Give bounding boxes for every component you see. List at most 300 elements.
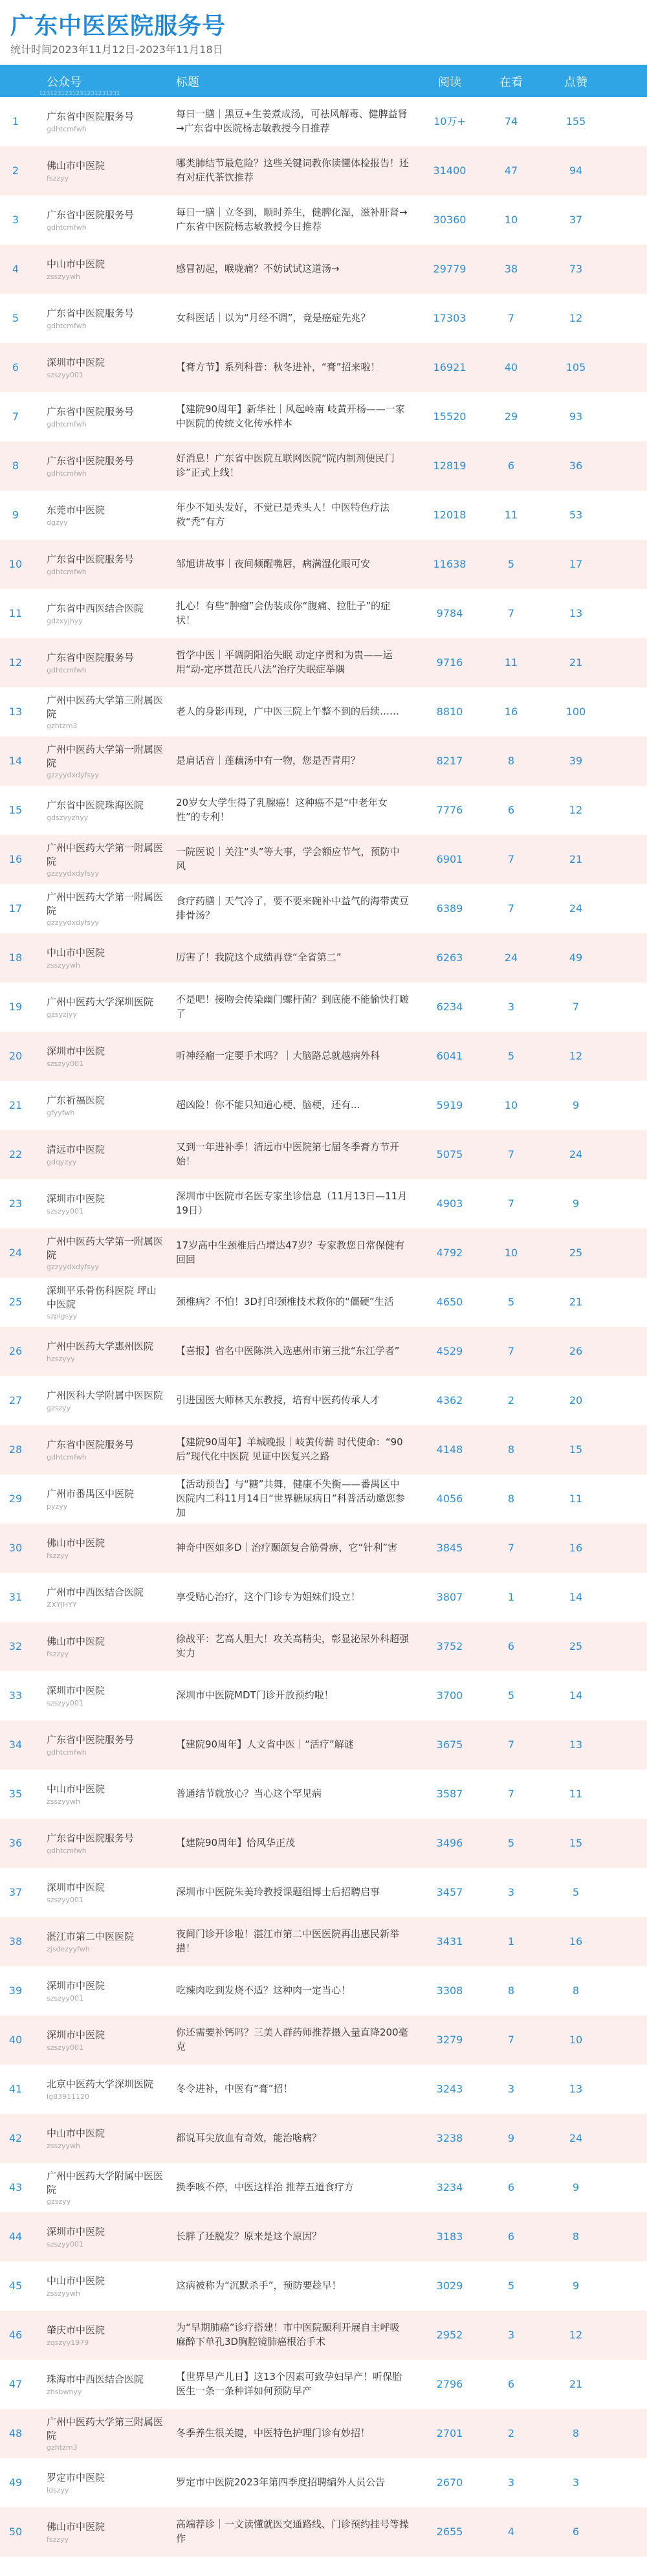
table-row[interactable]: [0, 1179, 647, 1228]
table-row[interactable]: [0, 491, 647, 540]
account-id: szszyy001: [47, 1206, 84, 1216]
article-title-link[interactable]: [176, 195, 409, 245]
article-title-link[interactable]: [176, 1130, 409, 1179]
row-account[interactable]: [47, 245, 163, 294]
row-account[interactable]: [47, 146, 163, 195]
article-title-link[interactable]: [176, 2409, 409, 2458]
like-count: 9: [572, 1099, 580, 1111]
article-title-link[interactable]: [176, 491, 409, 540]
article-title-link[interactable]: [176, 1622, 409, 1671]
row-rank: 46: [8, 2329, 23, 2341]
table-row[interactable]: [0, 1868, 647, 1917]
row-rank: 15: [8, 804, 23, 816]
account-id: zjsdezyyfwh: [47, 1944, 90, 1953]
account-name: 广州医科大学附属中医医院: [47, 1390, 164, 1402]
row-rank: 13: [8, 705, 23, 718]
watch-count: 6: [507, 2181, 515, 2193]
article-title: 【建院90周年】恰风华正茂: [176, 1837, 296, 1849]
account-name: 中山市中医院: [47, 1783, 105, 1795]
table-row[interactable]: [0, 1425, 647, 1474]
row-account[interactable]: [47, 1524, 163, 1573]
column-title: 标题: [176, 76, 199, 89]
article-title-link[interactable]: [176, 638, 409, 687]
article-title-link[interactable]: [176, 1228, 409, 1278]
article-title: 冬令进补，中医有“膏”招！: [176, 2083, 293, 2095]
table-row[interactable]: [0, 2015, 647, 2065]
article-title-link[interactable]: [176, 2507, 409, 2557]
watch-count: 5: [507, 558, 515, 570]
read-count: 3234: [436, 2181, 463, 2193]
table-row[interactable]: [0, 1376, 647, 1425]
row-account[interactable]: [47, 1179, 163, 1228]
article-title-link[interactable]: [176, 1573, 409, 1622]
like-count: 8: [572, 2427, 580, 2439]
article-title-link[interactable]: [176, 737, 409, 786]
row-rank: 43: [8, 2181, 23, 2193]
like-count: 9: [572, 1197, 580, 1210]
article-title: 一院医说｜关注“头”等大事，学会额应节气，预防中风: [176, 846, 400, 872]
row-account[interactable]: [47, 2458, 163, 2507]
account-id: gzzyydxdyfsyy: [47, 869, 100, 878]
article-title-link[interactable]: [176, 1376, 409, 1425]
row-account[interactable]: [47, 687, 163, 737]
article-title-link[interactable]: [176, 540, 409, 589]
read-count: 2655: [436, 2526, 463, 2538]
table-row[interactable]: [0, 1770, 647, 1819]
article-title-link[interactable]: [176, 1524, 409, 1573]
table-row[interactable]: [0, 2360, 647, 2409]
account-name: 深圳市中医院: [47, 1980, 105, 1992]
row-account[interactable]: [47, 933, 163, 983]
article-title-link[interactable]: [176, 2163, 409, 2212]
table-row[interactable]: [0, 1917, 647, 1966]
article-title-link[interactable]: [176, 687, 409, 737]
article-title-link[interactable]: [176, 1819, 409, 1868]
table-row[interactable]: [0, 2212, 647, 2261]
account-name: 深圳市中医院: [47, 1882, 105, 1894]
page-title: 广东中医医院服务号: [10, 13, 226, 39]
table-row[interactable]: [0, 343, 647, 392]
watch-count: 2: [507, 1394, 515, 1406]
watch-count: 38: [504, 263, 518, 275]
row-account[interactable]: [47, 2114, 163, 2163]
account-id: ldszyy: [47, 2485, 69, 2494]
account-name: 广东省中医院珠海医院: [47, 799, 144, 812]
account-id: zsszyywh: [47, 960, 80, 970]
read-count: 2701: [436, 2427, 463, 2439]
article-title: 冬季养生很关键，中医特色护理门诊有妙招！: [176, 2427, 371, 2439]
account-id: dgzyy: [47, 518, 68, 527]
account-id: fszzyy: [47, 1551, 69, 1560]
table-row[interactable]: [0, 1327, 647, 1376]
row-rank: 23: [8, 1197, 23, 1210]
article-title-link[interactable]: [176, 1671, 409, 1720]
row-account[interactable]: [47, 1917, 163, 1966]
like-count: 3: [572, 2476, 580, 2489]
article-title-link[interactable]: [176, 2360, 409, 2409]
row-account[interactable]: [47, 1130, 163, 1179]
watch-count: 10: [504, 1247, 518, 1259]
like-count: 12: [569, 804, 583, 816]
like-count: 24: [569, 1148, 583, 1160]
account-name: 佛山市中医院: [47, 2521, 105, 2533]
row-account[interactable]: [47, 2507, 163, 2557]
column-account: 公众号: [47, 76, 82, 89]
row-account[interactable]: [47, 1966, 163, 2015]
row-account[interactable]: [47, 343, 163, 392]
like-count: 24: [569, 902, 583, 915]
row-account[interactable]: [47, 1032, 163, 1081]
table-row[interactable]: [0, 933, 647, 983]
row-account[interactable]: [47, 1327, 163, 1376]
account-id: gzzyydxdyfsyy: [47, 770, 100, 779]
table-row[interactable]: [0, 2114, 647, 2163]
article-title-link[interactable]: [176, 589, 409, 638]
watch-count: 3: [507, 1001, 515, 1013]
account-id: szszyy001: [47, 1698, 84, 1707]
article-title-link[interactable]: [176, 245, 409, 294]
table-row[interactable]: [0, 1671, 647, 1720]
article-title-link[interactable]: [176, 786, 409, 835]
table-row[interactable]: [0, 1622, 647, 1671]
row-rank: 39: [8, 1984, 23, 1997]
account-id: gzhtzm3: [47, 721, 78, 730]
account-name: 佛山市中医院: [47, 1636, 105, 1648]
read-count: 4529: [436, 1345, 463, 1357]
table-row[interactable]: [0, 2261, 647, 2311]
read-count: 3238: [436, 2132, 463, 2144]
row-account[interactable]: [47, 294, 163, 343]
row-account[interactable]: [47, 441, 163, 491]
table-row[interactable]: [0, 441, 647, 491]
watch-count: 7: [507, 1148, 515, 1160]
row-account[interactable]: [47, 1081, 163, 1130]
article-title-link[interactable]: [176, 1278, 409, 1327]
row-account[interactable]: [47, 1868, 163, 1917]
row-account[interactable]: [47, 835, 163, 884]
article-title: 厉害了！我院这个成绩再登“全省第二”: [176, 951, 342, 964]
account-name: 深圳市中医院: [47, 2029, 105, 2041]
article-title: 换季咳不停，中医这样治 推荐五道食疗方: [176, 2181, 354, 2193]
row-account[interactable]: [47, 1671, 163, 1720]
row-account[interactable]: [47, 589, 163, 638]
table-row[interactable]: [0, 1966, 647, 2015]
row-account[interactable]: [47, 1278, 163, 1327]
row-rank: 8: [12, 460, 19, 472]
table-row[interactable]: [0, 195, 647, 245]
article-title-link[interactable]: [176, 2065, 409, 2114]
article-title-link[interactable]: [176, 392, 409, 441]
row-account[interactable]: [47, 1376, 163, 1425]
table-row[interactable]: [0, 786, 647, 835]
table-row[interactable]: [0, 2409, 647, 2458]
article-title-link[interactable]: [176, 835, 409, 884]
account-id: fszzyy: [47, 1649, 69, 1658]
table-row[interactable]: [0, 687, 647, 737]
table-row[interactable]: [0, 1720, 647, 1770]
watch-count: 3: [507, 2476, 515, 2489]
read-count: 31400: [433, 164, 466, 177]
row-account[interactable]: [47, 1425, 163, 1474]
watch-count: 1: [507, 1935, 515, 1948]
row-rank: 37: [8, 1886, 23, 1898]
article-title-link[interactable]: [176, 1770, 409, 1819]
read-count: 2796: [436, 2378, 463, 2390]
table-row[interactable]: [0, 146, 647, 195]
watch-count: 8: [507, 1984, 515, 1997]
table-row[interactable]: [0, 884, 647, 933]
table-row[interactable]: [0, 1228, 647, 1278]
article-title-link[interactable]: [176, 1868, 409, 1917]
table-row[interactable]: [0, 737, 647, 786]
table-row[interactable]: [0, 1573, 647, 1622]
read-count: 4650: [436, 1296, 463, 1308]
row-account[interactable]: [47, 2163, 163, 2212]
table-row[interactable]: [0, 983, 647, 1032]
row-account[interactable]: [47, 1720, 163, 1770]
account-id: szszyy001: [47, 1993, 84, 2003]
row-account[interactable]: [47, 540, 163, 589]
article-title-link[interactable]: [176, 2212, 409, 2261]
article-title-link[interactable]: [176, 1179, 409, 1228]
row-rank: 29: [8, 1493, 23, 1505]
account-id: gdhtcmfwh: [47, 1748, 87, 1757]
like-count: 15: [569, 1837, 583, 1849]
watch-count: 7: [507, 1738, 515, 1751]
row-account[interactable]: [47, 195, 163, 245]
article-title-link[interactable]: [176, 1917, 409, 1966]
table-row[interactable]: [0, 1474, 647, 1524]
article-title: 扎心！有些“肿瘤”会伪装成你“腹痛、拉肚子”的症状！: [176, 600, 391, 626]
article-title: 引进国医大师林天东教授，培育中医药传承人才: [176, 1394, 380, 1406]
row-account[interactable]: [47, 983, 163, 1032]
row-account[interactable]: [47, 1819, 163, 1868]
watch-count: 7: [507, 1788, 515, 1800]
row-account[interactable]: [47, 2261, 163, 2311]
row-account[interactable]: [47, 2360, 163, 2409]
row-rank: 25: [8, 1296, 23, 1308]
table-row[interactable]: [0, 392, 647, 441]
row-account[interactable]: [47, 1770, 163, 1819]
watch-count: 16: [504, 705, 518, 718]
article-title: 又到一年进补季！清远市中医院第七届冬季膏方节开始！: [176, 1141, 400, 1167]
like-count: 53: [569, 509, 583, 521]
row-account[interactable]: [47, 737, 163, 786]
row-account[interactable]: [47, 491, 163, 540]
article-title-link[interactable]: [176, 983, 409, 1032]
article-title-link[interactable]: [176, 2311, 409, 2360]
row-account[interactable]: [47, 786, 163, 835]
row-account[interactable]: [47, 2311, 163, 2360]
account-name: 湛江市第二中医医院: [47, 1931, 135, 1943]
table-row[interactable]: [0, 2163, 647, 2212]
table-row[interactable]: [0, 97, 647, 146]
account-id: fszzyy: [47, 173, 69, 183]
article-title-link[interactable]: [176, 146, 409, 195]
watch-count: 7: [507, 607, 515, 619]
row-account[interactable]: [47, 2065, 163, 2114]
row-rank: 12: [8, 656, 23, 669]
watch-count: 4: [507, 2526, 515, 2538]
account-id: gdhtcmfwh: [47, 469, 87, 478]
article-title: 吃辣肉吃到发烧不适？这种肉一定当心！: [176, 1984, 351, 1997]
article-title: 神奇中医如多D｜治疗颞颌复合筋骨痹，它“针利”害: [176, 1542, 398, 1554]
like-count: 5: [572, 1886, 580, 1898]
account-name: 广州中医药大学深圳医院: [47, 996, 154, 1008]
table-row[interactable]: [0, 2507, 647, 2557]
watch-count: 6: [507, 2378, 515, 2390]
like-count: 24: [569, 2132, 583, 2144]
like-count: 8: [572, 2230, 580, 2243]
account-id: zsszyywh: [47, 272, 80, 281]
read-count: 6263: [436, 951, 463, 964]
row-account[interactable]: [47, 1622, 163, 1671]
account-name: 广东省中医院服务号: [47, 1832, 135, 1845]
table-row[interactable]: [0, 294, 647, 343]
like-count: 94: [569, 164, 583, 177]
row-account[interactable]: [47, 1573, 163, 1622]
table-row[interactable]: [0, 638, 647, 687]
table-row[interactable]: [0, 2065, 647, 2114]
table-row[interactable]: [0, 1278, 647, 1327]
article-title: 享受贴心治疗，这个门诊专为姐妹们设立！: [176, 1591, 361, 1603]
table-row[interactable]: [0, 1032, 647, 1081]
like-count: 12: [569, 1050, 583, 1062]
row-account[interactable]: [47, 392, 163, 441]
account-id: gdzxyjhyy: [47, 616, 83, 625]
row-rank: 11: [8, 607, 23, 619]
article-title-link[interactable]: [176, 1081, 409, 1130]
like-count: 21: [569, 853, 583, 865]
article-title-link[interactable]: [176, 884, 409, 933]
row-account[interactable]: [47, 2015, 163, 2065]
read-count: 5075: [436, 1148, 463, 1160]
article-title: 【活动预告】与“糖”共舞，健康不失衡——番禺区中医院内二科11月14日“世界糖尿病日”科普活动邀您参加: [176, 1478, 405, 1518]
table-row[interactable]: [0, 540, 647, 589]
table-row[interactable]: [0, 1081, 647, 1130]
article-title-link[interactable]: [176, 933, 409, 983]
table-row[interactable]: [0, 1524, 647, 1573]
article-title-link[interactable]: [176, 2261, 409, 2311]
row-rank: 26: [8, 1345, 23, 1357]
row-rank: 35: [8, 1788, 23, 1800]
account-id: szszyy001: [47, 1895, 84, 1904]
table-row[interactable]: [0, 2311, 647, 2360]
watch-count: 7: [507, 1345, 515, 1357]
article-title-link[interactable]: [176, 1474, 409, 1524]
account-name: 广州中医药大学第一附属医院: [47, 891, 164, 916]
read-count: 8217: [436, 755, 463, 767]
account-id: zsszyywh: [47, 1797, 80, 1806]
article-title-link[interactable]: [176, 343, 409, 392]
account-name: 深圳市中医院: [47, 1045, 105, 1058]
watch-count: 5: [507, 1837, 515, 1849]
table-row[interactable]: [0, 1819, 647, 1868]
row-account[interactable]: [47, 97, 163, 146]
read-count: 3700: [436, 1689, 463, 1702]
watch-count: 2: [507, 2427, 515, 2439]
watch-count: 47: [504, 164, 518, 177]
read-count: 4362: [436, 1394, 463, 1406]
like-count: 93: [569, 410, 583, 423]
row-account[interactable]: [47, 2212, 163, 2261]
account-id: gdhtcmfwh: [47, 419, 87, 428]
account-name: 珠海市中西医结合医院: [47, 2373, 144, 2386]
account-name: 广东省中医院服务号: [47, 652, 135, 664]
like-count: 37: [569, 214, 583, 226]
row-rank: 47: [8, 2378, 23, 2390]
table-row[interactable]: [0, 835, 647, 884]
article-title-link[interactable]: [176, 441, 409, 491]
article-title: 深圳市中医院MDT门诊开放预约啦！: [176, 1689, 334, 1702]
article-title: 高端荐诊｜一文读懂就医交通路线、门诊预约挂号等操作: [176, 2518, 410, 2544]
article-title-link[interactable]: [176, 1032, 409, 1081]
article-title-link[interactable]: [176, 1966, 409, 2015]
table-row[interactable]: [0, 2458, 647, 2507]
row-account[interactable]: [47, 2409, 163, 2458]
article-title-link[interactable]: [176, 1425, 409, 1474]
read-count: 3807: [436, 1591, 463, 1603]
row-account[interactable]: [47, 638, 163, 687]
like-count: 17: [569, 558, 583, 570]
table-row[interactable]: [0, 1130, 647, 1179]
watch-count: 8: [507, 1493, 515, 1505]
account-id: gzszyy: [47, 2197, 71, 2206]
article-title-link[interactable]: [176, 2015, 409, 2065]
read-count: 3243: [436, 2083, 463, 2095]
table-row[interactable]: [0, 589, 647, 638]
account-id: zsszyywh: [47, 2141, 80, 2150]
row-account[interactable]: [47, 1474, 163, 1524]
watch-count: 6: [507, 804, 515, 816]
table-row[interactable]: [0, 245, 647, 294]
watch-count: 5: [507, 1296, 515, 1308]
row-account[interactable]: [47, 884, 163, 933]
read-count: 4792: [436, 1247, 463, 1259]
article-title-link[interactable]: [176, 97, 409, 146]
account-id: gdhtcmfwh: [47, 567, 87, 576]
like-count: 10: [569, 2034, 583, 2046]
account-id: szszyy001: [47, 1059, 84, 1068]
article-title-link[interactable]: [176, 2114, 409, 2163]
row-rank: 44: [8, 2230, 23, 2243]
article-title: 罗定市中医院2023年第四季度招聘编外人员公告: [176, 2476, 386, 2489]
row-rank: 30: [8, 1542, 23, 1554]
article-title-link[interactable]: [176, 1327, 409, 1376]
row-rank: 1: [12, 115, 19, 128]
account-name: 广州中医药大学附属中医医院: [47, 2170, 164, 2195]
read-count: 3496: [436, 1837, 463, 1849]
account-id: gdhtcmfwh: [47, 665, 87, 674]
row-rank: 6: [12, 361, 19, 373]
like-count: 25: [569, 1640, 583, 1652]
watch-count: 7: [507, 902, 515, 915]
account-name: 肇庆市中医院: [47, 2324, 105, 2337]
article-title: 【建院90周年】新华社｜风起岭南 岐黄开杨——一家中医院的传统文化传承样本: [176, 403, 405, 429]
article-title: 每日一膳｜黑豆+生姜煮成汤，可祛风解毒、健脾益肾→广东省中医院杨志敏教授今日推荐: [176, 108, 408, 134]
article-title-link[interactable]: [176, 1720, 409, 1770]
article-title-link[interactable]: [176, 294, 409, 343]
row-rank: 18: [8, 951, 23, 964]
article-title: 不是吧！接吻会传染幽门螺杆菌？到底能不能愉快打啵了: [176, 994, 410, 1019]
read-count: 12018: [433, 509, 466, 521]
read-count: 3587: [436, 1788, 463, 1800]
row-account[interactable]: [47, 1228, 163, 1278]
article-title: 这病被称为“沉默杀手”，预防要趁早！: [176, 2280, 342, 2292]
watch-count: 40: [504, 361, 518, 373]
read-count: 29779: [433, 263, 466, 275]
article-title-link[interactable]: [176, 2458, 409, 2507]
